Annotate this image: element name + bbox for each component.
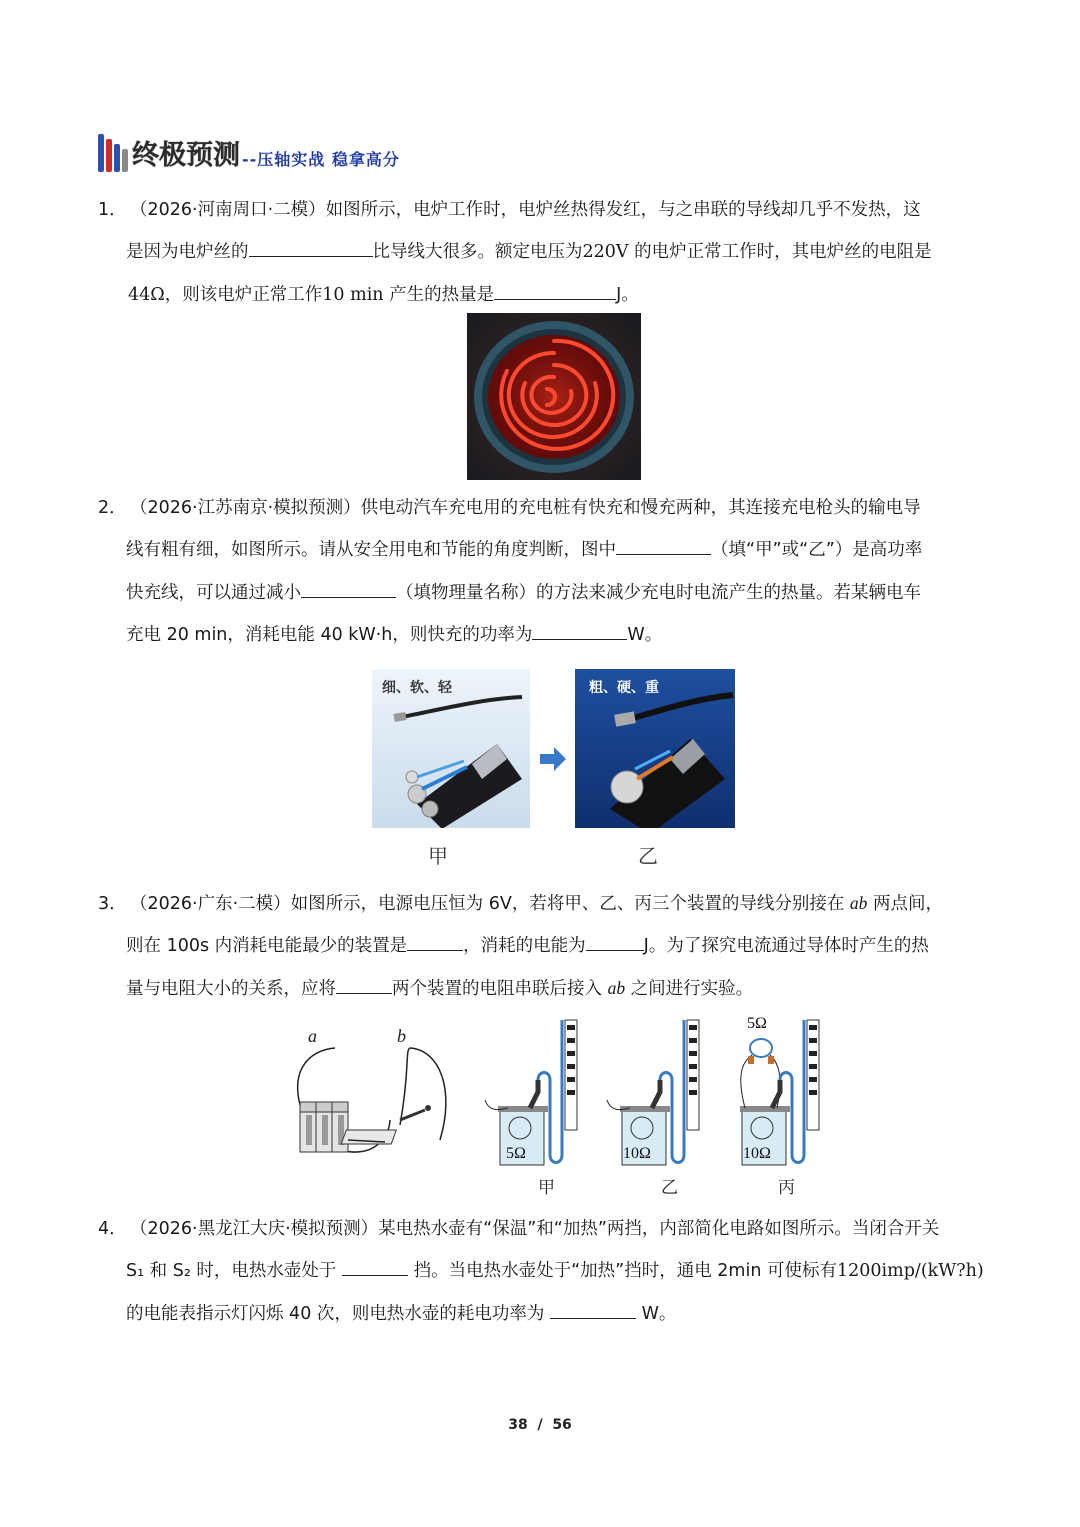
circuit-figure [280,1010,840,1205]
text-run: 则在 100s 内消耗电能最少的装置是 [126,936,408,956]
answer-blank[interactable] [550,1300,636,1319]
resistor-label: 5Ω [747,1015,767,1032]
text-run: 比导线大很多。额定电压为 [372,242,583,262]
text-run: 是因为电炉丝的 [126,242,249,262]
text-run: 两个装置的电阻串联后接入 [392,979,602,999]
text-run: 1200imp/(kW?h) [837,1261,984,1281]
thin-cable-photo [372,669,530,828]
apparatus-jia [485,1020,577,1165]
question-text-line [126,579,921,604]
answer-blank[interactable] [249,238,373,257]
figure-caption: 乙 [638,844,658,868]
question-number: 1． [98,200,127,220]
text-run: J。为了探究电流通过导体时产生的热 [643,936,929,956]
answer-blank[interactable] [336,975,392,994]
text-run: （2026·广东·二模）如图所示，电源电压恒为 6V，若将甲、乙、丙三个装置的导线分别接在 [130,894,845,914]
section-header [96,128,400,176]
question-text-line [126,932,929,957]
text-run: 220V [582,242,629,262]
text-run: 快充线，可以通过减小 [126,583,301,603]
text-run: W。 [641,1304,677,1324]
text-run: （填“甲”或“乙”）是高功率 [711,540,923,560]
page-number [0,1417,1080,1433]
question-text-line [126,975,753,1000]
question-text-line [126,536,922,561]
text-run: ，消耗的电能为 [463,936,586,956]
text-run: 产生的热量是 [389,285,495,305]
text-run: 线有粗有细，如图所示。请从安全用电和节能的角度判断，图中 [126,540,616,560]
text-run: 之间进行实验。 [630,979,754,999]
cable-label: 细、软、轻 [382,680,452,696]
page-separator: / [537,1417,543,1433]
text-run: ，则该电炉正常工作 [164,285,323,305]
question-text-line [126,1300,676,1325]
question-text: （2026·河南周口·二模）如图所示，电炉工作时，电炉丝热得发红，与之串联的导线却几乎不发热，这 [130,200,921,220]
text-run: （填物理量名称）的方法来减少充电时电流产生的热量。若某辆电车 [396,583,921,603]
text-run: J。 [616,285,639,305]
resistor-label: 10Ω [743,1145,771,1162]
question-text: （2026·黑龙江大庆·模拟预测）某电热水壶有“保温”和“加热”两挡，内部简化电路如图所示。当闭合开关 [130,1219,940,1239]
answer-blank[interactable] [586,932,644,951]
section-subtitle: --压轴实战 稳拿高分 [242,150,400,169]
figure-caption: 乙 [661,1178,678,1198]
knife-switch-icon [341,1105,431,1144]
text-run: W。 [627,625,663,645]
cable-label: 粗、硬、重 [589,680,659,696]
figure-caption: 甲 [428,844,448,868]
text-run: 挡。当电热水壶处于“加热”挡时，通电 2min 可使标有 [413,1261,837,1281]
question-text-line [128,281,639,306]
text-run: 44Ω [128,285,165,305]
resistor-label: 10Ω [623,1145,651,1162]
text-run: 量与电阻大小的关系，应将 [126,979,336,999]
point-label: a [308,1026,317,1046]
text-run: 的电炉正常工作时，其电炉丝的电阻是 [634,242,932,262]
book-logo-icon [96,132,130,176]
answer-blank[interactable] [494,281,616,300]
text-run: 的电能表指示灯闪烁 40 次，则电热水壶的耗电功率为 [126,1304,545,1324]
text-run: 两点间， [872,894,943,914]
thick-cable-photo [575,669,735,828]
section-title: 终极预测 [132,140,240,171]
figure-caption: 丙 [778,1178,795,1198]
question-number: 3． [98,894,127,914]
text-run: 10 min [322,285,384,305]
question-text-line [130,890,943,915]
question-number: 2． [98,498,127,518]
apparatus-yi [607,1020,699,1165]
answer-blank[interactable] [301,579,396,598]
figure-caption: 甲 [538,1178,555,1198]
text-run: ab [849,893,868,913]
text-run: ab [607,978,626,998]
text-run: 充电 20 min，消耗电能 40 kW·h，则快充的功率为 [126,625,533,645]
answer-blank[interactable] [616,536,711,555]
arrow-right-icon [538,745,568,773]
point-label: b [397,1026,406,1046]
resistor-label: 5Ω [506,1145,526,1162]
question-text-line [126,238,932,263]
total-pages: 56 [552,1417,572,1433]
question-number: 4． [98,1219,127,1239]
text-run: S₁ 和 S₂ 时，电热水壶处于 [126,1261,337,1281]
answer-blank[interactable] [532,621,627,640]
wire-b [410,1048,446,1140]
question-text-line [126,1257,984,1282]
answer-blank[interactable] [407,932,463,951]
answer-blank[interactable] [342,1257,408,1276]
question-text-line [126,621,662,646]
current-page: 38 [508,1417,528,1433]
question-text: （2026·江苏南京·模拟预测）供电动汽车充电用的充电桩有快充和慢充两种，其连接充电枪头的输电导 [130,498,921,518]
electric-stove-photo [467,313,641,480]
apparatus-bing [740,1015,819,1165]
